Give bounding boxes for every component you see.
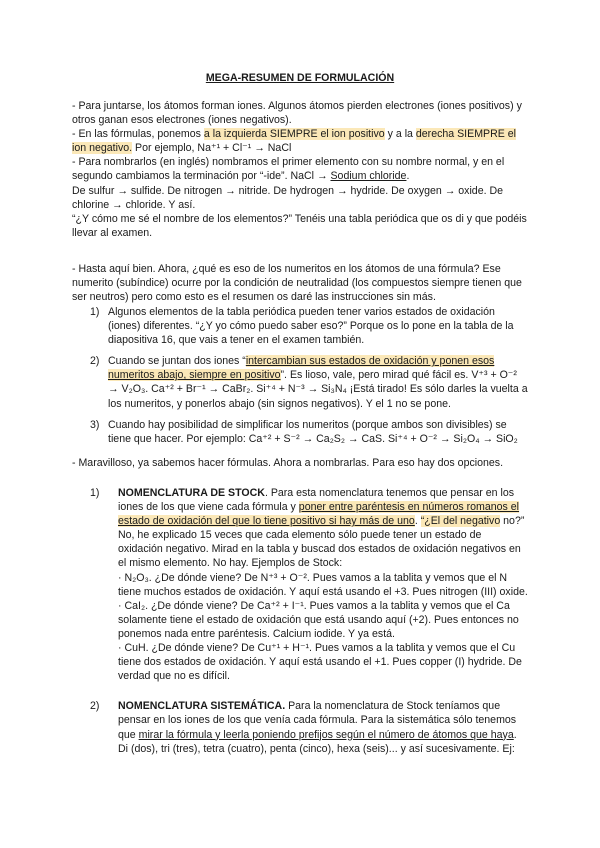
subscripts-section — [72, 262, 528, 304]
stock-nomenclature: 1) NOMENCLATURA DE STOCK. Para esta nomenclatura tenemos que pensar en los iones de los que viene cada fórmula y poner entre paréntesis en números romanos el estado de oxidación del que lo tiene positivo si hay más de uno. “¿El del negativo no?” No, he explicado 15 veces que cada elemento sólo puede tener un estado de oxidación negativo. Mirad en la tabla y buscad dos estados de oxidación negativos en el mismo elemento. No hay. Ejemplos de Stock: · N₂O₃. ¿De dónde viene? De N⁺³ + O⁻². Pues vamos a la tablita y vemos que el N tiene muchos estados de oxidación. Y aquí está usando el +3. Pues nitrogen (III) oxide. · CaI₂. ¿De dónde viene? De Ca⁺² + I⁻¹. Pues vamos a la tablita y vemos que el Ca solamente tiene el estado de oxidación que está usando aquí (+2). Pues entonces no ponemos nada entre paréntesis. Calcium iodide. Y ya está. · CuH. ¿De dónde viene? De Cu⁺¹ + H⁻¹. Pues vamos a la tablita y vemos que el Cu tiene dos estados de oxidación. Y aquí está usando el +1. Pues copper (I) hydride. De verdad que no es difícil. — [90, 487, 528, 683]
intro-paragraph-order: - En las fórmulas, ponemos a la izquierda SIEMPRE el ion positivo y a la derecha SIEMPRE el ion negativo. Por ejemplo, Na⁺¹ + Cl⁻¹ → NaCl — [72, 128, 516, 155]
underline-sodium-chloride: Sodium chloride — [330, 170, 407, 183]
highlight-exchange-states: intercambian sus estados de oxidación y ponen esos numeritos abajo, siempre en positivo — [108, 355, 495, 382]
stock-heading: NOMENCLATURA DE STOCK — [118, 487, 265, 499]
subscripts-closing — [72, 456, 528, 470]
intro-paragraph-question: “¿Y cómo me sé el nombre de los elementos?” Tenéis una tabla periódica que os di y que podéis llevar al examen. — [72, 212, 527, 239]
stock-example-n2o3: · N₂O₃. ¿De dónde viene? De N⁺³ + O⁻². Pues vamos a la tablita y vemos que el N tiene muchos estados de oxidación. Y aquí está usando el +3. Pues nitrogen (III) oxide. — [118, 571, 528, 598]
highlight-right-negative: derecha SIEMPRE el ion negativo. — [72, 128, 516, 155]
highlight-roman-numerals: poner entre paréntesis en números romanos el estado de oxidación del que lo tiene positivo si hay más de uno — [118, 501, 520, 528]
underline-read-formula: mirar la fórmula y leerla poniendo prefijos según el número de átomos que haya — [138, 728, 514, 741]
subscripts-list — [90, 305, 528, 446]
intro-section — [72, 99, 528, 240]
list-item: 3) Cuando hay posibilidad de simplificar los numeritos (porque ambos son divisibles) se tiene que hacer. Por ejemplo: Ca⁺² + S⁻² → Ca₂S₂ → CaS. Si⁺⁴ + O⁻² → Si₂O₄ → SiO₂ — [90, 418, 518, 445]
highlight-negative-question: “¿El del negativo — [420, 515, 501, 528]
nomenclature-list — [90, 486, 528, 756]
list-item: 1) Algunos elementos de la tabla periódica pueden tener varios estados de oxidación (iones) diferentes. “¿Y yo cómo puedo saber eso?” Porque os lo pone en la tabla de la diapositiva 16, que vais a tener en el examen también. — [90, 306, 514, 347]
systematic-nomenclature: 2) NOMENCLATURA SISTEMÁTICA. Para la nomenclatura de Stock teníamos que pensar en los iones de los que venía cada fórmula. Para la sistemática sólo tenemos que mirar la fórmula y leerla poniendo prefijos según el número de átomos que haya. Di (dos), tri (tres), tetra (cuatro), penta (cinco), hexa (seis)... y así sucesivamente. Ej: — [90, 700, 517, 755]
list-item: 2) Cuando se juntan dos iones “intercambian sus estados de oxidación y ponen esos numeritos abajo, siempre en positivo”. Es lioso, vale, pero mirad qué fácil es. V⁺³ + O⁻² → V₂O₃. Ca⁺² + Br⁻¹ → CaBr₂. Si⁺⁴ + N⁻³ → Si₃N₄ ¡Está tirado! Es sólo darles la vuelta a los numeritos, y ponerlos abajo (sin signos negativos). Y el 1 no se pone. — [90, 355, 528, 410]
stock-example-cai2: · CaI₂. ¿De dónde viene? De Ca⁺² + I⁻¹. Pues vamos a la tablita y vemos que el Ca solamente tiene el estado de oxidación que está usando aquí (+2). Pues entonces no ponemos nada entre paréntesis. Calcium iodide. Y ya está. — [118, 599, 519, 640]
subscripts-paragraph: - Hasta aquí bien. Ahora, ¿qué es eso de los numeritos en los átomos de una fórmula? Ese numerito (subíndice) ocurre por la condición de neutralidad (los compuestos siempre tienen que ser neutros) pero como esto es el resumen os daré las instrucciones sin más. — [72, 263, 522, 304]
intro-paragraph-naming: - Para nombrarlos (en inglés) nombramos el primer elemento con su nombre normal, y en el segundo cambiamos la terminación por “-ide”. NaCl → Sodium chloride. — [72, 156, 505, 183]
systematic-heading: NOMENCLATURA SISTEMÁTICA. — [118, 700, 286, 713]
page-title: MEGA-RESUMEN DE FORMULACIÓN — [205, 72, 395, 84]
intro-paragraph-examples: De sulfur → sulfide. De nitrogen → nitride. De hydrogen → hydride. De oxygen → oxide. De chlorine → chloride. Y así. — [72, 184, 504, 211]
highlight-left-positive: a la izquierda SIEMPRE el ion positivo — [203, 128, 385, 141]
closing-paragraph: - Maravilloso, ya sabemos hacer fórmulas. Ahora a nombrarlas. Para eso hay dos opciones. — [72, 457, 504, 469]
intro-paragraph-ions: - Para juntarse, los átomos forman iones. Algunos átomos pierden electrones (iones positivos) y otros ganan esos electrones (iones negativos). — [72, 100, 522, 127]
stock-example-cuh: · CuH. ¿De dónde viene? De Cu⁺¹ + H⁻¹. Pues vamos a la tablita y vemos que el Cu tiene dos estados de oxidación. Y aquí está usando el +1. Pues copper (I) hydride. De verdad que no es difícil. — [118, 642, 522, 683]
